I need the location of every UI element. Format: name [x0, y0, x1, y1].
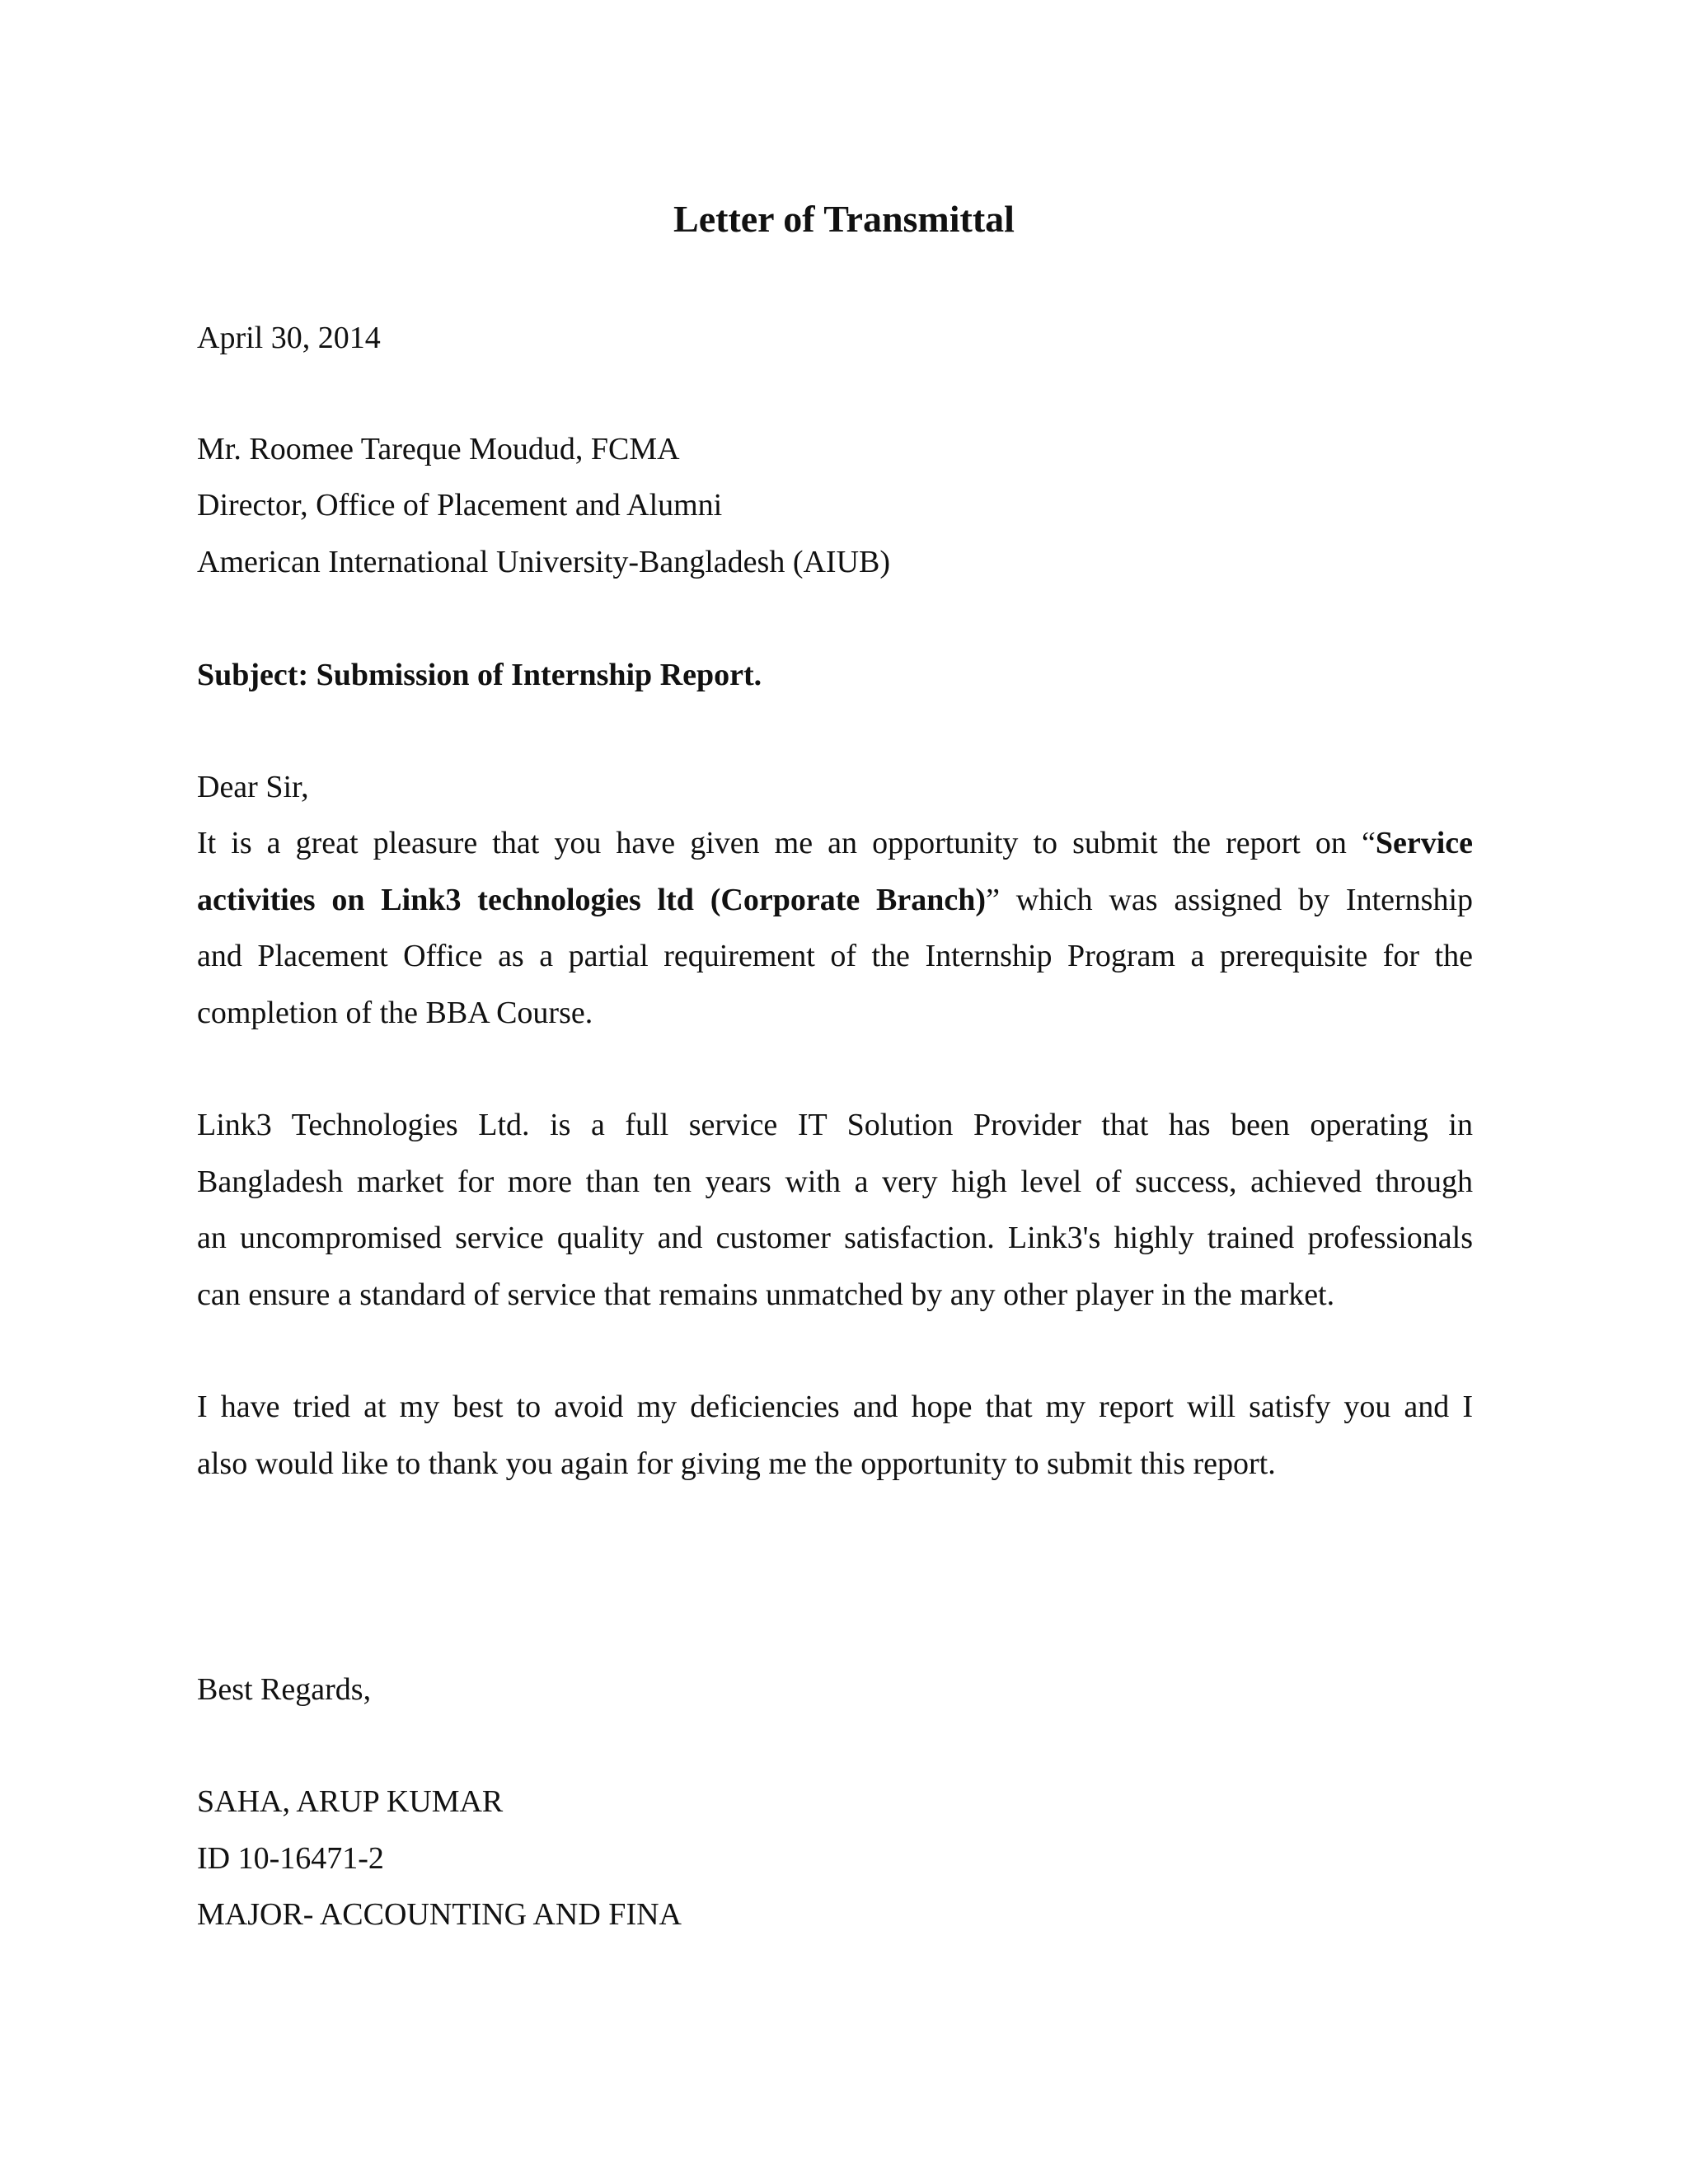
- subject-line: Subject: Submission of Internship Report.: [197, 658, 762, 692]
- sender-major: MAJOR- ACCOUNTING AND FINA: [197, 1897, 682, 1932]
- report-title-bold: activities on Link3 technologies ltd (Corporate Branch): [197, 882, 987, 917]
- paragraph-1-line-2: [197, 872, 1473, 929]
- paragraph-1-line-3: and Placement Office as a partial requirement of the Internship Program a prerequisite for the: [197, 939, 1473, 973]
- paragraph-2-line-4: can ensure a standard of service that remains unmatched by any other player in the market.: [197, 1277, 1335, 1312]
- letter-date: April 30, 2014: [197, 321, 381, 355]
- sender-id: ID 10-16471-2: [197, 1841, 384, 1876]
- closing: Best Regards,: [197, 1672, 372, 1707]
- paragraph-1: [197, 815, 1473, 1041]
- paragraph-2-line-1: Link3 Technologies Ltd. is a full service IT Solution Provider that has been operating in: [197, 1108, 1473, 1142]
- paragraph-3-line-2: also would like to thank you again for giving me the opportunity to submit this report.: [197, 1446, 1276, 1481]
- recipient-position: Director, Office of Placement and Alumni: [197, 488, 723, 523]
- recipient-institution: American International University-Bangladesh (AIUB): [197, 545, 891, 579]
- sender-name: SAHA, ARUP KUMAR: [197, 1784, 504, 1819]
- document-title: Letter of Transmittal: [673, 198, 1015, 240]
- salutation: Dear Sir,: [197, 770, 309, 804]
- paragraph-1-line-4: completion of the BBA Course.: [197, 995, 593, 1030]
- paragraph-2-line-2: Bangladesh market for more than ten years with a very high level of success, achieved through: [197, 1164, 1473, 1199]
- paragraph-3-line-1: I have tried at my best to avoid my deficiencies and hope that my report will satisfy you and I: [197, 1390, 1473, 1424]
- report-title-bold: Service: [1375, 826, 1473, 860]
- paragraph-1-text: ” which was assigned by Internship: [986, 882, 1473, 917]
- paragraph-1-text: It is a great pleasure that you have given me an opportunity to submit the report on “: [197, 826, 1376, 860]
- paragraph-2-line-3: an uncompromised service quality and customer satisfaction. Link3's highly trained professionals: [197, 1221, 1473, 1255]
- paragraph-2: [197, 1097, 1473, 1323]
- paragraph-1-line-1: [197, 815, 1473, 872]
- recipient-name: Mr. Roomee Tareque Moudud, FCMA: [197, 432, 680, 466]
- paragraph-3: [197, 1379, 1473, 1492]
